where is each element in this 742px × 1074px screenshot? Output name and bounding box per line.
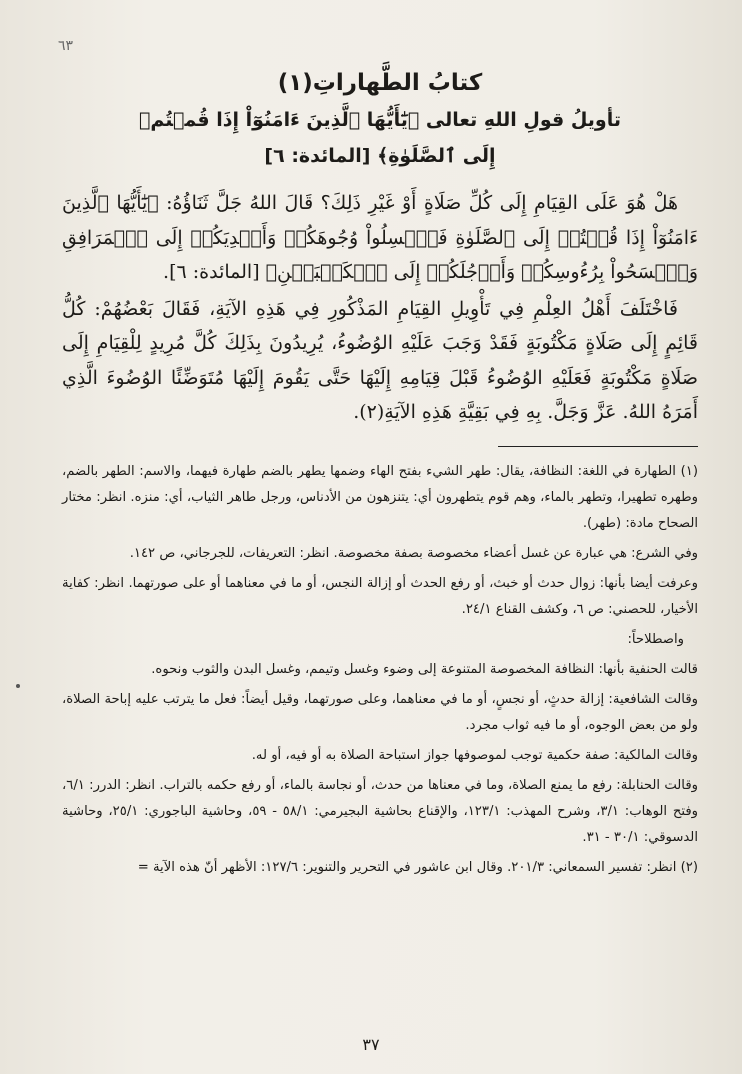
corner-handwritten-mark: ٦٣ xyxy=(58,38,74,54)
footnotes xyxy=(62,459,698,881)
footnote-paragraph: وقالت الحنابلة: رفع ما يمنع الصلاة، وما في معناها من حدث، أو نجاسة بالماء، أو رفع حكمه بالتراب. انظر: الدرر: ٦/١، وفتح الوهاب: ٣/١، وشرح المهذب: ١٢٣/١، والإقناع بحاشية البجيرمي: ٥٨/١ - ٥٩، وحاشية الباجوري: ٢٥/١، وحاشية الدسوقي: ٣٠/١ - ٣١. xyxy=(62,777,699,845)
chapter-title xyxy=(62,102,698,174)
footnote-paragraph: وعرفت أيضا بأنها: زوال حدث أو خبث، أو رفع الحدث أو إزالة النجس، أو ما في معناهما أو على صورتهما. انظر: كفاية الأخيار، للحصني: ص ٦، وكشف القناع ٢٤/١. xyxy=(62,575,698,617)
footnote-paragraph: قالت الحنفية بأنها: النظافة المخصوصة المتنوعة إلى وضوء وغسل وتيمم، وغسل البدن والثوب ونحوه. xyxy=(151,661,698,677)
footnote-paragraph: وقالت الشافعية: إزالة حدثٍ، أو نجسٍ، أو ما في معناهما، وعلى صورتهما، وقيل أيضاً: فعل ما يترتب عليه إباحة الصلاة، ولو من بعض الوجوه، أو ما فيه ثواب مجرد. xyxy=(62,691,698,733)
chapter-title-reference: إِلَى ٱلصَّلَوٰةِ﴾ [المائدة: ٦] xyxy=(264,145,496,167)
page-content xyxy=(62,70,698,885)
footnote-paragraph: وفي الشرع: هي عبارة عن غسل أعضاء مخصوصة بصفة مخصوصة. انظر: التعريفات، للجرجاني، ص ١٤٢. xyxy=(129,545,698,561)
footnote-paragraph: (٢) انظر: تفسير السمعاني: ٢٠١/٣. وقال ابن عاشور في التحرير والتنوير: ١٢٧/٦: الأظهر أنّ هذه الآية = xyxy=(137,859,698,875)
page-speck xyxy=(16,684,20,688)
footnote-paragraph: واصطلاحاً: xyxy=(627,631,684,647)
book-title: كتابُ الطَّهاراتِ(١) xyxy=(277,70,483,96)
body-paragraph: فَاخْتَلَفَ أَهْلُ العِلْمِ فِي تَأْوِيلِ القِيَامِ المَذْكُورِ فِي هَذِهِ الآيَةِ، فَقَالَ بَعْضُهُمْ: كُلُّ قَائِمٍ إِلَى صَلَاةٍ مَكْتُوبَةٍ فَقَدْ وَجَبَ عَلَيْهِ الوُضُوءُ، يُرِيدُونَ بِذَلِكَ كُلَّ مُرِيدٍ لِلْقِيَامِ إِلَى صَلَاةٍ مَكْتُوبَةٍ فَعَلَيْهِ الوُضُوءُ قَبْلَ قِيَامِهِ إِلَيْهَا حَتَّى يَقُومَ إِلَيْهَا مُتَوَضِّئًا الوُضُوءَ الَّذِي أَمَرَهُ اللهُ. عَزَّ وَجَلَّ. بِهِ فِي بَقِيَّةِ هَذِهِ الآيَةِ(٢). xyxy=(62,297,698,423)
footnote-paragraph: (١) الطهارة في اللغة: النظافة، يقال: طهر الشيء بفتح الهاء وضمها يطهر بالضم طهارة فيهما، والاسم: الطهر بالضم، وطهره تطهيرا، وتطهر بالماء، وهم قوم يتطهرون أي: يتنزهون من الأدناس، ورجل طاهر الثياب، أي: منزه. انظر: مختار الصحاح مادة: (طهر). xyxy=(62,463,698,531)
footnote-paragraph: وقالت المالكية: صفة حكمية توجب لموصوفها جواز استباحة الصلاة به أو فيه، أو له. xyxy=(251,747,698,763)
body-paragraph: هَلْ هُوَ عَلَى القِيَامِ إِلَى كُلِّ صَلَاةٍ أَوْ غَيْرِ ذَلِكَ؟ قَالَ اللهُ جَلَّ ثَنَاؤُهُ: ﴿يَٰٓأَيُّهَا ٱلَّذِينَ ءَامَنُوٓاْ إِذَا قُمۡتُمۡ إِلَى ٱلصَّلَوٰةِ فَٱغۡسِلُواْ وُجُوهَكُمۡ وَأَيۡدِيَكُمۡ إِلَى ٱلۡمَرَافِقِ وَٱمۡسَحُواْ بِرُءُوسِكُمۡ وَأَرۡجُلَكُمۡ إِلَى ٱلۡكَعۡبَيۡنِ﴾ [المائدة: ٦]. xyxy=(62,192,698,283)
page-number: ٣٧ xyxy=(362,1035,380,1054)
footnote-separator xyxy=(498,446,698,447)
chapter-title-main: تأويلُ قولِ اللهِ تعالى ﴿يَٰٓأَيُّهَا ٱلَّذِينَ ءَامَنُوٓاْ إِذَا قُمۡتُمۡ xyxy=(138,109,621,131)
